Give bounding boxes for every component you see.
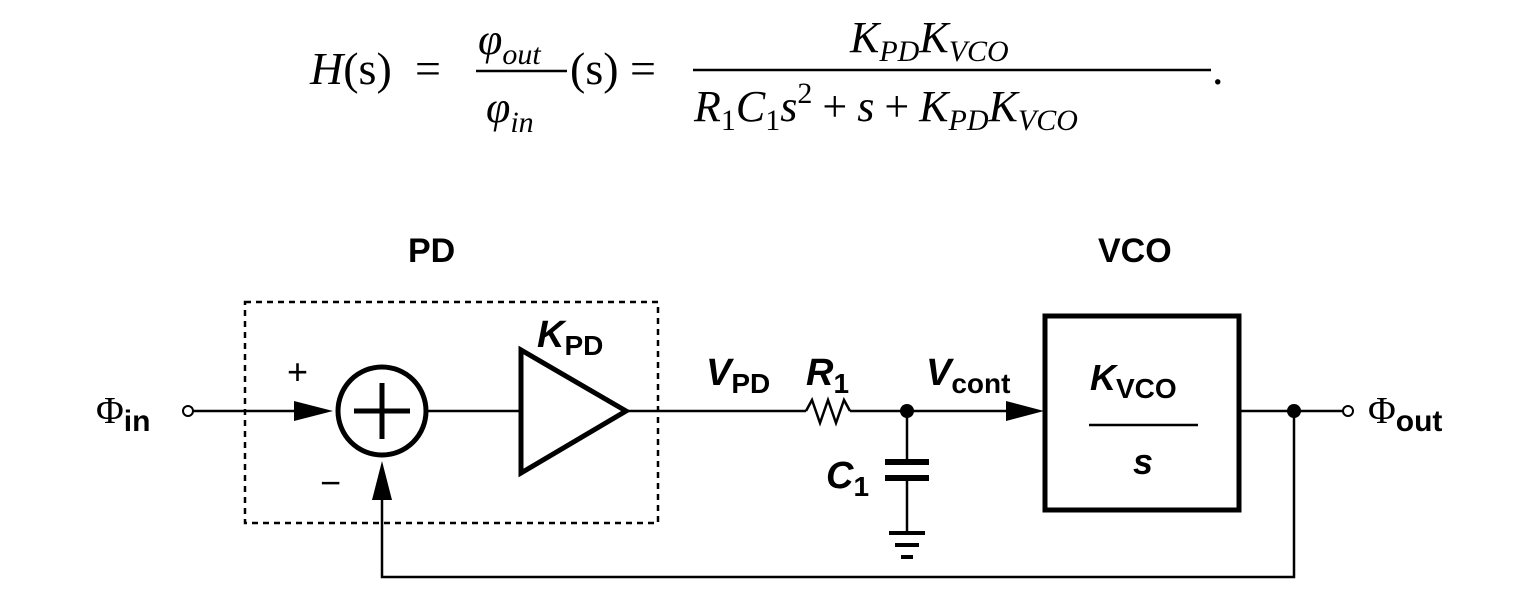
plus-sign: + [287, 351, 309, 392]
den-s: s [780, 82, 798, 131]
den-k1-sub: PD [948, 104, 989, 137]
num-k1: K [850, 13, 880, 62]
vco-k-sub: VCO [1116, 373, 1177, 404]
num-k2-sub: VCO [948, 35, 1009, 68]
kpd-symbol: K [537, 314, 565, 356]
den-k2-sub: VCO [1017, 104, 1078, 137]
svg-text:R1C1s2+s+KPDKVCO [693, 77, 1078, 137]
kpd-sub: PD [564, 330, 604, 361]
input-sub: in [123, 405, 151, 438]
frac1-den-sub: in [510, 106, 534, 139]
phase-detector-gain-triangle [521, 350, 626, 473]
num-k1-sub: PD [879, 35, 920, 68]
pll-block-diagram [96, 232, 1442, 577]
frac1-num-symbol: φ [478, 15, 503, 64]
vcont-label [926, 352, 1010, 399]
r1-symbol: R [806, 352, 834, 394]
den-s2: s [857, 82, 875, 131]
minus-sign: − [320, 462, 342, 503]
vcont-symbol: V [926, 352, 952, 394]
eq-period: . [1212, 43, 1224, 94]
vcont-arrow [1006, 401, 1044, 421]
output-phi-symbol: Φ [1368, 390, 1396, 432]
feedback-arrow [372, 461, 392, 500]
vpd-symbol: V [706, 352, 732, 394]
svg-text:φout [478, 15, 541, 71]
svg-text:H(s) [309, 43, 392, 94]
frac1-den-symbol: φ [486, 83, 511, 132]
den-r: R [694, 82, 721, 131]
eq-equals-2: = [630, 43, 656, 94]
resistor-r1 [806, 400, 850, 423]
output-sub: out [1395, 405, 1443, 438]
svg-text:KPDKVCO [849, 13, 1009, 68]
svg-text:φin [486, 83, 534, 139]
input-label [96, 390, 150, 438]
c1-label [826, 455, 869, 502]
den-plus-2: + [884, 82, 910, 131]
eq-equals-1: = [415, 43, 441, 94]
c1-symbol: C [826, 455, 854, 497]
vco-title: VCO [1098, 232, 1172, 270]
output-label [1368, 390, 1442, 438]
num-k2: K [919, 13, 949, 62]
vpd-sub: PD [731, 368, 771, 399]
input-terminal [183, 406, 193, 416]
eq-lhs-arg: (s) [343, 43, 392, 94]
output-terminal [1343, 406, 1353, 416]
den-r-sub: 1 [720, 104, 736, 137]
vpd-label [706, 352, 770, 399]
vco-k-symbol: K [1090, 357, 1116, 398]
kpd-label [537, 314, 603, 361]
den-k1: K [919, 82, 949, 131]
r1-label [806, 352, 849, 399]
den-k2: K [988, 82, 1018, 131]
den-c: C [735, 82, 766, 131]
frac1-arg: (s) [570, 43, 619, 94]
frac1-num-sub: out [502, 38, 541, 71]
c1-sub: 1 [853, 471, 870, 502]
den-s-exp: 2 [797, 77, 813, 110]
input-phi-symbol: Φ [96, 390, 124, 432]
den-c-sub: 1 [765, 104, 781, 137]
vcont-sub: cont [951, 368, 1011, 399]
vco-denominator: s [1133, 441, 1154, 482]
eq-lhs: H [310, 43, 344, 94]
pd-title: PD [408, 232, 456, 270]
r1-sub: 1 [833, 368, 850, 399]
den-plus-1: + [822, 82, 848, 131]
input-arrow [294, 401, 333, 421]
transfer-function-equation [309, 13, 1224, 139]
